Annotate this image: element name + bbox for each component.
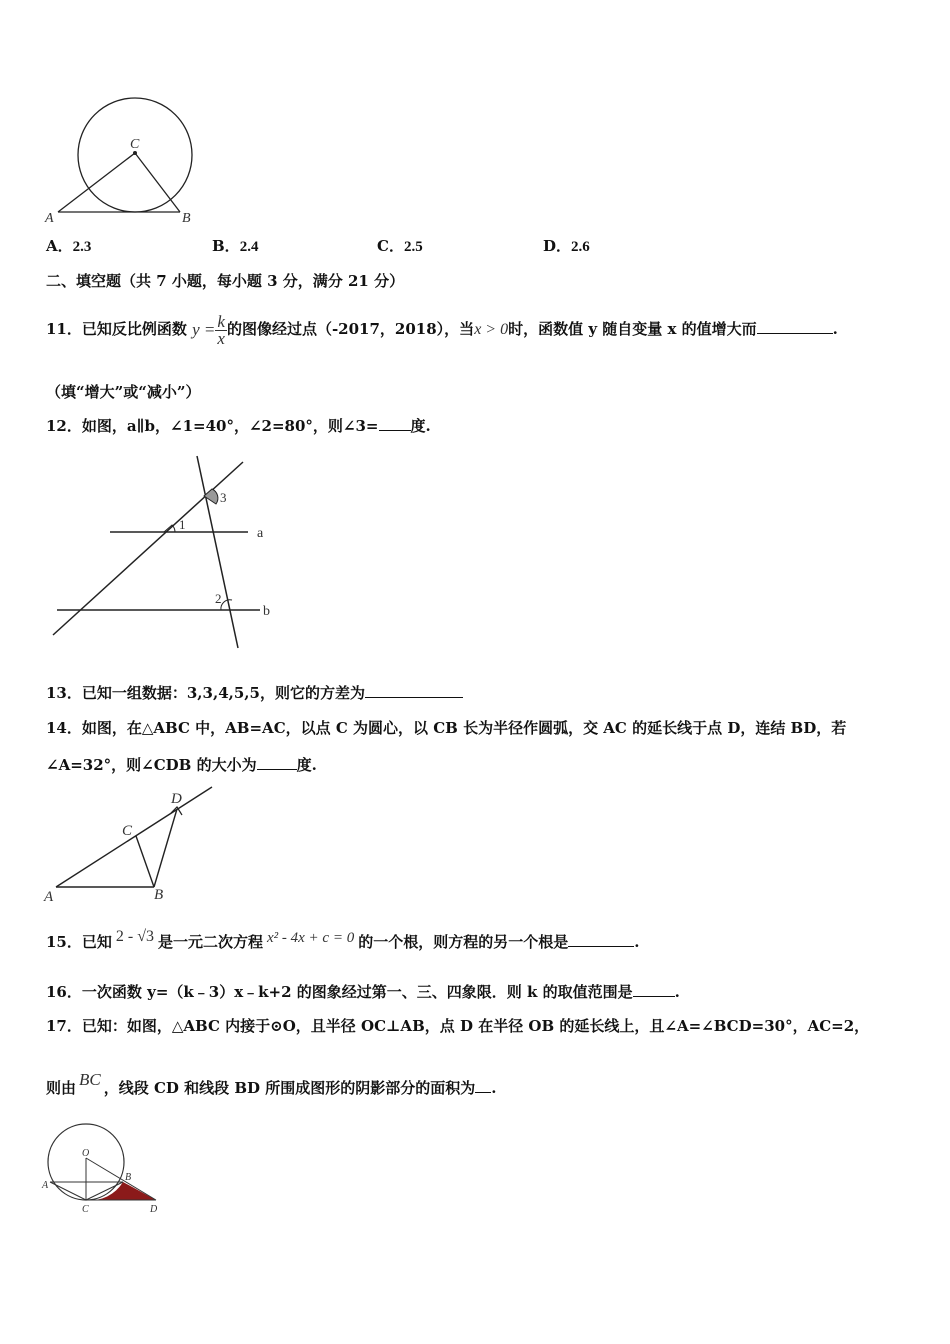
- q15-equation: x² - 4x + c = 0: [267, 930, 355, 946]
- q17-label-a: A: [42, 1180, 49, 1191]
- q12-label-3: 3: [220, 490, 227, 505]
- q16-end: .: [674, 983, 680, 1001]
- q14-figure: [40, 785, 220, 907]
- option-letter: C．: [377, 237, 404, 255]
- q11-answer-blank[interactable]: [757, 319, 833, 334]
- option-letter: A．: [46, 237, 73, 255]
- q14-line-1: 14．如图，在△ABC 中，AB=AC，以点 C 为圆心，以 CB 长为半径作圆弧，交 AC 的延长线于点 D，连结 BD，若: [46, 719, 847, 737]
- q13-question: 13．已知一组数据：3,3,4,5,5，则它的方差为: [46, 684, 365, 702]
- q12-angle-2-mark: [221, 600, 232, 610]
- q12-label-2: 2: [215, 591, 222, 606]
- q17-end: .: [491, 1079, 497, 1097]
- q17-label-c: C: [82, 1204, 89, 1215]
- q14-segment-cb: [136, 836, 154, 887]
- q17-label-o: O: [82, 1148, 90, 1159]
- q17-pre: 则由: [46, 1079, 77, 1097]
- q12-answer-blank[interactable]: [379, 416, 411, 431]
- q14-label-b: B: [154, 887, 164, 903]
- q10-label-b: B: [182, 211, 191, 226]
- q13-text: [46, 683, 463, 703]
- q14-line-ad: [56, 787, 212, 887]
- q12-label-1: 1: [179, 517, 186, 532]
- q15-text: [46, 928, 640, 953]
- q15-number: 15．已知: [46, 933, 112, 951]
- q16-text: [46, 982, 680, 1002]
- option-value: 2.5: [403, 239, 423, 255]
- q10-segment-cb: [135, 153, 180, 212]
- q10-label-a: A: [45, 211, 54, 226]
- q14-answer-blank[interactable]: [257, 755, 297, 770]
- q17-label-d: D: [150, 1204, 158, 1215]
- q10-option-c[interactable]: [377, 236, 423, 257]
- q17-line-1: 17．已知：如图，△ABC 内接于⊙O，且半径 OC⊥AB，点 D 在半径 OB 的延长线上，且∠A=∠BCD=30°，AC=2，: [46, 1017, 870, 1035]
- q11-hint: （填“增大”或“减小”）: [46, 383, 201, 401]
- q15-end: .: [634, 933, 640, 951]
- q16-question: 16．一次函数 y=（k﹣3）x﹣k+2 的图象经过第一、三、四象限．则 k 的取值范围是: [46, 983, 633, 1001]
- q11-eq-lhs: y =: [192, 320, 216, 339]
- q12-transversal-1: [53, 462, 243, 635]
- option-value: 2.3: [72, 239, 92, 255]
- q12-figure: [40, 450, 290, 665]
- q12-end: 度.: [410, 417, 431, 435]
- q17-shaded-region: [86, 1182, 156, 1200]
- q15-root-expr: 2 - √3: [115, 928, 154, 945]
- q10-option-a[interactable]: [46, 236, 91, 257]
- q15-text-1: 是一元二次方程: [157, 933, 263, 951]
- q11-fraction: [215, 311, 227, 348]
- q10-figure: [40, 95, 210, 230]
- q11-condition: x > 0: [474, 321, 509, 338]
- q11-number: 11．: [46, 320, 82, 338]
- option-letter: B．: [212, 237, 240, 255]
- q11-frac-den: x: [217, 328, 225, 348]
- q11-text-3: 时，函数值 y 随自变量 x 的值增大而: [508, 320, 757, 338]
- q17-figure: [38, 1118, 168, 1218]
- option-value: 2.4: [239, 239, 259, 255]
- option-value: 2.6: [571, 239, 590, 255]
- q17-segment-ac: [50, 1182, 86, 1200]
- q11-text-2: 的图像经过点（-2017，2018），当: [226, 320, 475, 338]
- q16-answer-blank[interactable]: [633, 982, 675, 997]
- q17-arc-bc: BC: [79, 1070, 101, 1089]
- q14-question: ∠A=32°，则∠CDB 的大小为: [46, 756, 257, 774]
- q10-option-b[interactable]: [212, 236, 258, 257]
- q14-label-c: C: [122, 823, 133, 839]
- section-heading: 二、填空题（共 7 小题，每小题 3 分，满分 21 分）: [46, 272, 405, 290]
- q17-line-2: [46, 1070, 497, 1098]
- q13-answer-blank[interactable]: [365, 683, 463, 698]
- q14-end: 度.: [296, 756, 317, 774]
- q17-label-b: B: [125, 1172, 132, 1183]
- q12-label-b: b: [263, 604, 270, 619]
- q14-label-a: A: [44, 889, 54, 905]
- q10-label-c: C: [130, 137, 140, 152]
- q11-text-1: 已知反比例函数: [81, 320, 187, 338]
- q11-end: .: [832, 320, 838, 338]
- q11-frac-num: k: [217, 311, 225, 331]
- q14-line-2: [46, 755, 317, 775]
- q11-text: [46, 308, 838, 351]
- q14-segment-bd: [154, 809, 177, 887]
- q12-text: [46, 416, 431, 436]
- q15-text-2: 的一个根，则方程的另一个根是: [358, 933, 569, 951]
- q17-answer-blank[interactable]: [475, 1078, 491, 1093]
- q17-post: ，线段 CD 和线段 BD 所围成图形的阴影部分的面积为: [103, 1079, 476, 1097]
- q12-question: 12．如图，a∥b，∠1=40°，∠2=80°，则∠3=: [46, 417, 379, 435]
- q12-label-a: a: [257, 526, 264, 541]
- q10-option-d[interactable]: [543, 236, 590, 257]
- q10-segment-ac: [58, 153, 135, 212]
- q14-label-d: D: [171, 791, 182, 807]
- q15-answer-blank[interactable]: [568, 932, 634, 947]
- option-letter: D．: [543, 237, 572, 255]
